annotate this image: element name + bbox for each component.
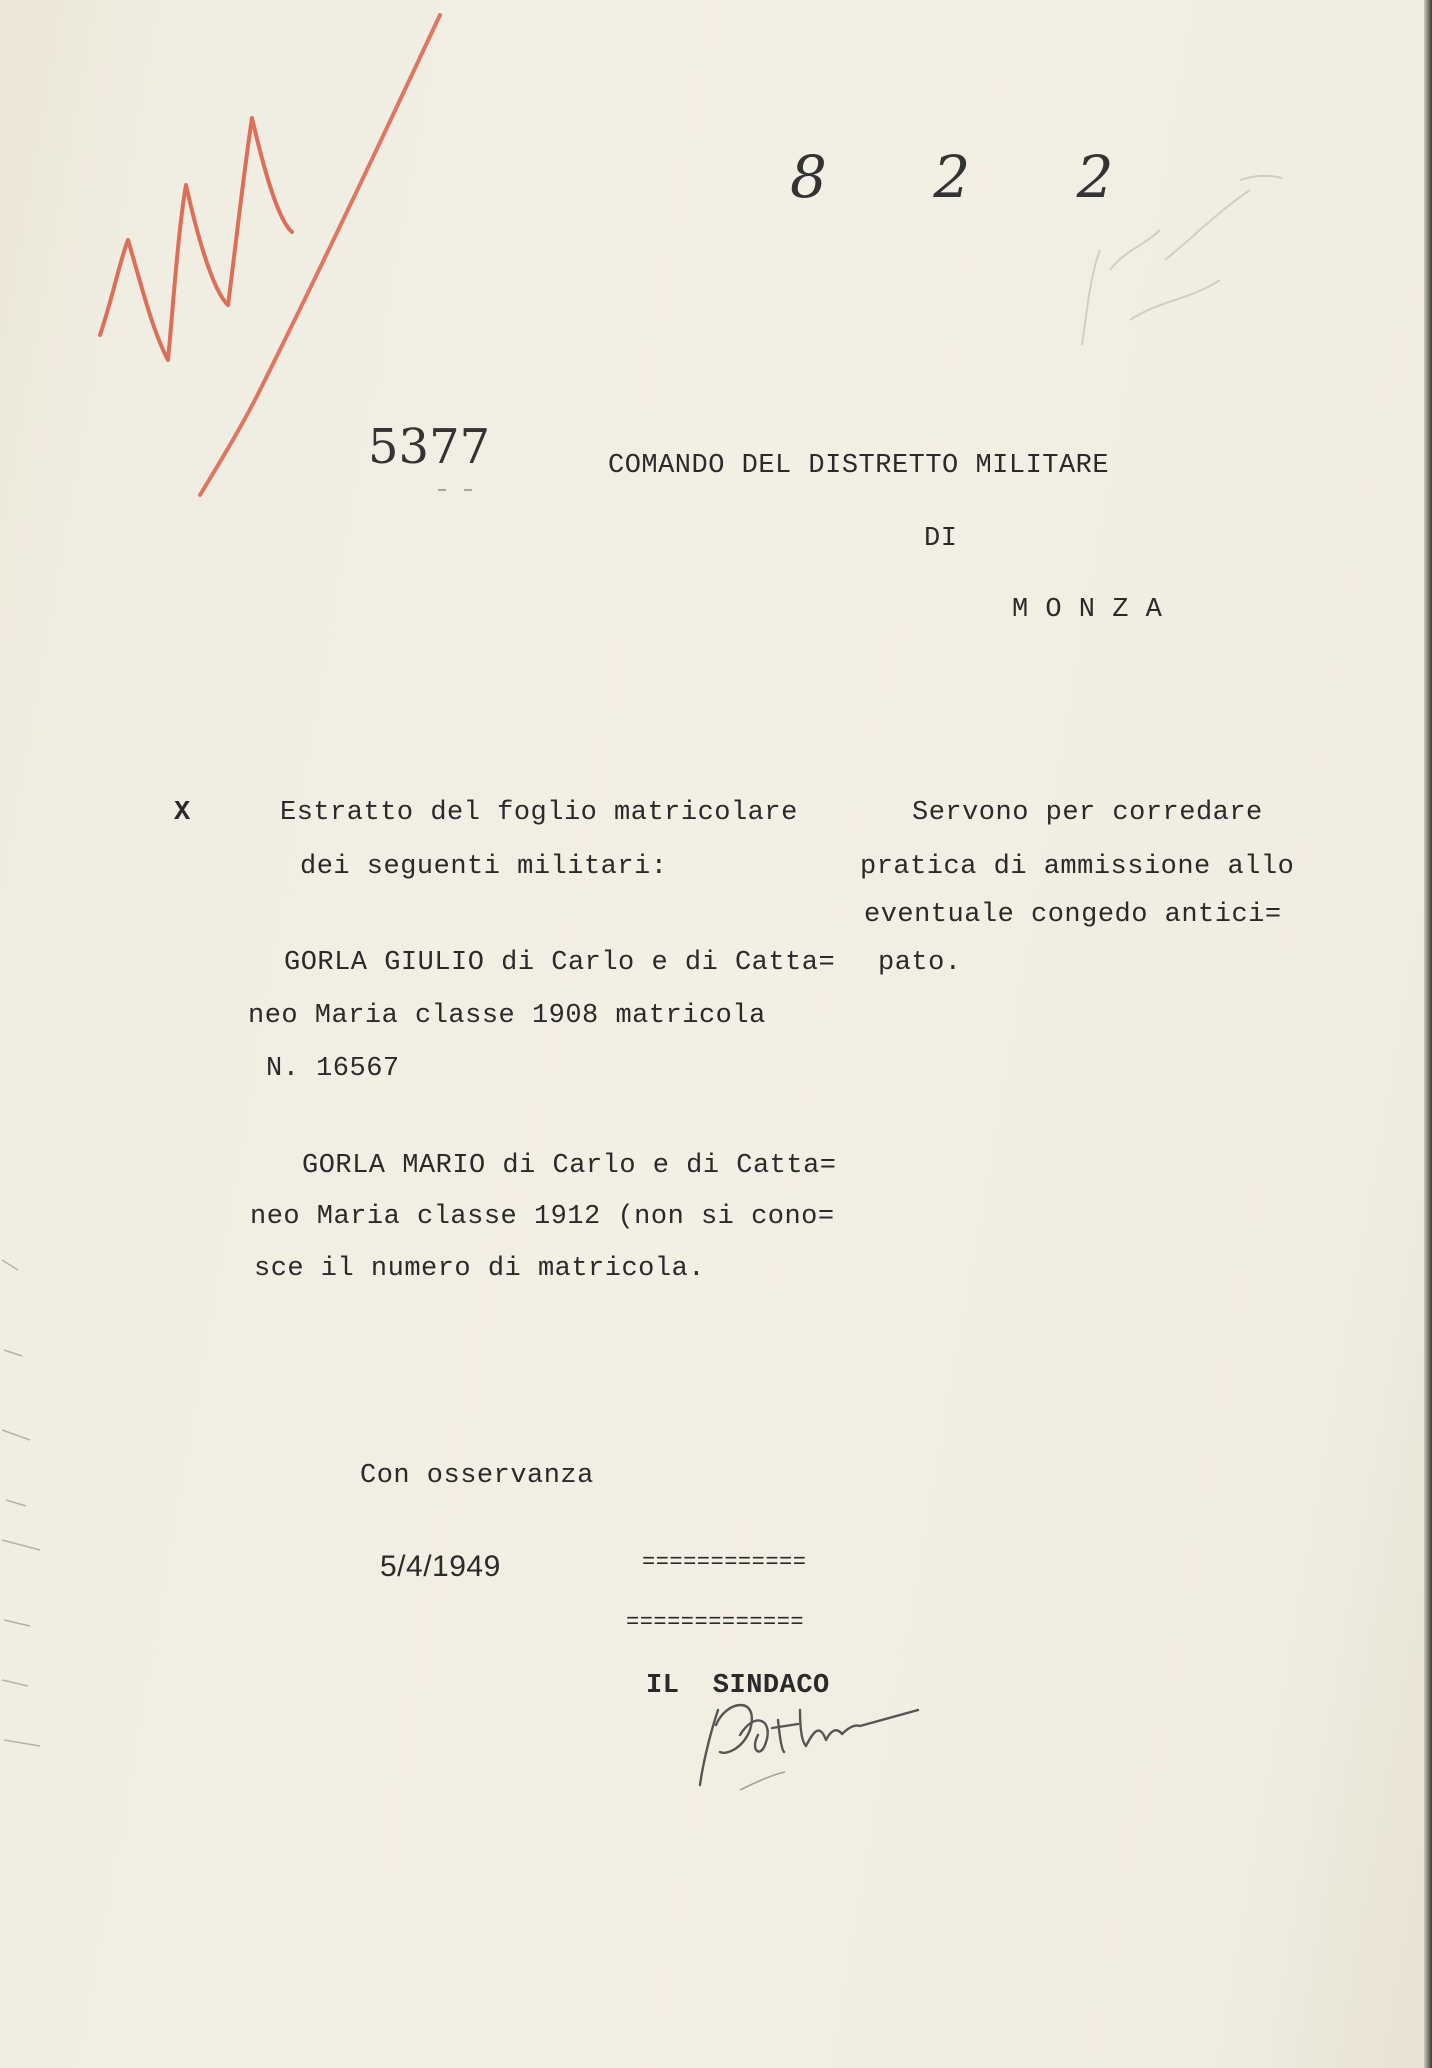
- document-date: 5/4/1949: [380, 1550, 501, 1583]
- faint-pencil-scribble: [1070, 150, 1290, 370]
- person-entry-line: neo Maria classe 1912 (non si cono=: [250, 1202, 835, 1232]
- header-di: DI: [924, 524, 958, 554]
- person-entry-line: GORLA MARIO di Carlo e di Catta=: [302, 1151, 837, 1181]
- person-entry-line: GORLA GIULIO di Carlo e di Catta=: [284, 948, 836, 978]
- closing-text: Con osservanza: [360, 1461, 594, 1491]
- subject-line: Estratto del foglio matricolare: [280, 798, 798, 828]
- purpose-line: eventuale congedo antici=: [864, 900, 1282, 930]
- underline-mark: [438, 489, 446, 491]
- header-city: M O N Z A: [1012, 595, 1163, 625]
- header-command: COMANDO DEL DISTRETTO MILITARE: [608, 451, 1110, 481]
- person-entry-line: N. 16567: [266, 1054, 400, 1084]
- paper-edge-marks: [0, 1240, 60, 1760]
- item-marker: X: [174, 798, 191, 828]
- separator-line: =============: [626, 1610, 805, 1635]
- person-entry-line: neo Maria classe 1908 matricola: [248, 1001, 766, 1031]
- underline-mark: [464, 489, 472, 491]
- handwritten-signature: [680, 1680, 940, 1810]
- handwritten-number: 8 2 2: [790, 143, 1158, 211]
- purpose-line: pratica di ammissione allo: [860, 852, 1295, 882]
- purpose-line: pato.: [878, 948, 962, 978]
- purpose-line: Servono per corredare: [912, 798, 1263, 828]
- subject-line: dei seguenti militari:: [300, 852, 668, 882]
- separator-line: ============: [642, 1550, 807, 1575]
- person-entry-line: sce il numero di matricola.: [254, 1254, 705, 1284]
- page-edge-shadow: [1424, 0, 1432, 2068]
- signatory-title: IL SINDACO: [646, 1671, 830, 1701]
- reference-number: 5377: [368, 419, 491, 475]
